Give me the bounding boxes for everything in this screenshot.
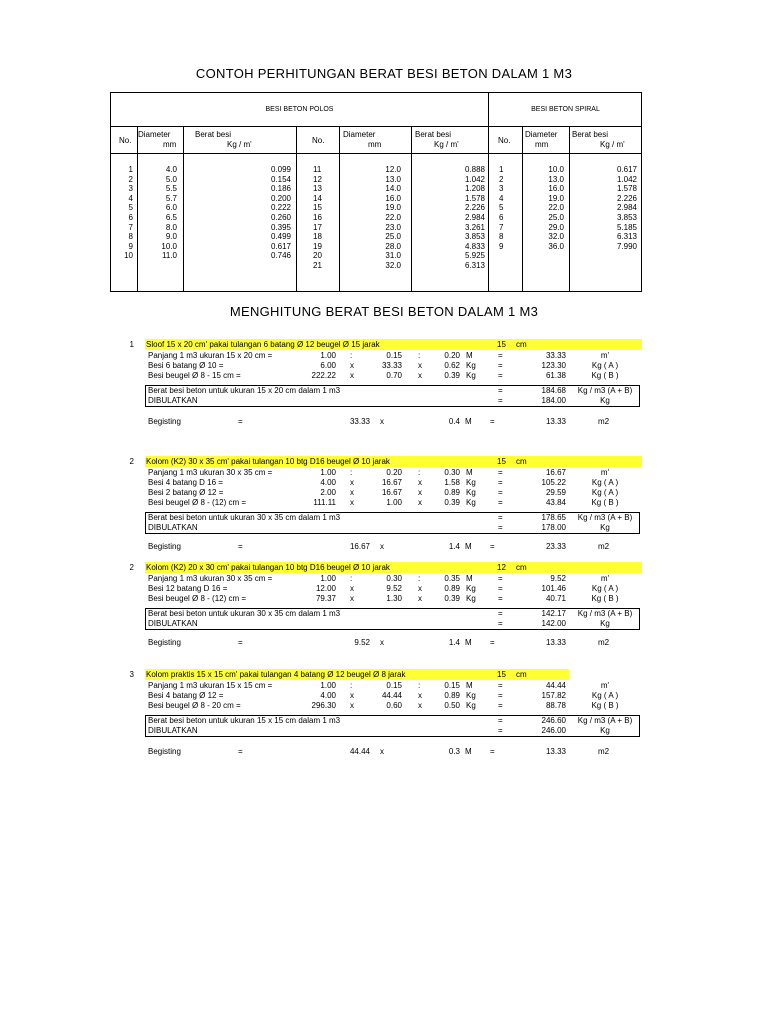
spiral-berat: 0.617 1.042 1.578 2.226 2.984 3.853 5.185 6.313 7.990 [616, 165, 637, 251]
calc-a: 2.00 [320, 488, 336, 497]
calc-op: x [418, 498, 422, 507]
formwork-a: 16.67 [349, 542, 370, 551]
calc-label: Besi 6 batang Ø 10 = [148, 361, 224, 370]
table-divider [411, 126, 412, 291]
summary-unit: Kg / m3 (A + B) [577, 716, 633, 725]
calc-c: 0.35 [444, 574, 460, 583]
rounded-unit: Kg [600, 396, 610, 405]
formwork-unit: M [465, 638, 472, 647]
calc-op: x [350, 701, 354, 710]
polos-left-dia: 4.0 5.0 5.5 5.7 6.0 6.5 8.0 9.0 10.0 11.0 [161, 165, 177, 261]
equals-sign: = [498, 386, 503, 395]
formwork-unit: M [465, 747, 472, 756]
formwork-label: Begisting [148, 747, 181, 756]
calc-op: : [418, 351, 421, 360]
calc-unit: M [466, 351, 473, 360]
calc-op: : [418, 681, 421, 690]
equals-sign: = [498, 523, 503, 532]
calc-a: 111.11 [313, 498, 336, 507]
result-unit: Kg ( A ) [591, 584, 619, 593]
calc-result: 88.78 [545, 701, 566, 710]
calc-label: Besi beugel Ø 8 - (12) cm = [148, 498, 247, 507]
calc-op: x [418, 371, 422, 380]
spacing-value: 15 [497, 340, 506, 349]
table-divider [569, 126, 570, 291]
spacing-unit: cm [516, 457, 527, 466]
formwork-result: 13.33 [545, 747, 566, 756]
calc-line [0, 701, 768, 711]
col-mm: mm [163, 140, 177, 149]
summary-unit: Kg / m3 (A + B) [577, 513, 633, 522]
calc-op: x [350, 478, 354, 487]
equals-sign: = [498, 351, 503, 360]
calc-line [0, 681, 768, 691]
calc-unit: M [466, 574, 473, 583]
rounded-unit: Kg [600, 523, 610, 532]
calc-op: : [418, 574, 421, 583]
calc-line [0, 468, 768, 478]
calc-op: x [350, 584, 354, 593]
calc-op: x [418, 584, 422, 593]
summary-value: 142.17 [541, 609, 566, 618]
equals-sign: = [498, 498, 503, 507]
equals-sign: = [498, 478, 503, 487]
calc-line [0, 351, 768, 361]
rounded-label: DIBULATKAN [148, 619, 198, 628]
calc-op: x [380, 747, 384, 756]
summary-row [0, 609, 768, 619]
formwork-result: 13.33 [545, 417, 566, 426]
rounded-unit: Kg [600, 726, 610, 735]
header-spiral: BESI BETON SPIRAL [531, 106, 600, 113]
calc-unit: Kg [466, 371, 476, 380]
calc-result: 33.33 [545, 351, 566, 360]
col-kgm: Kg / m' [227, 140, 252, 149]
calc-c: 0.50 [444, 701, 460, 710]
calc-c: 0.62 [444, 361, 460, 370]
result-unit: Kg ( B ) [591, 371, 619, 380]
spiral-dia: 10.0 13.0 16.0 19.0 22.0 25.0 29.0 32.0 36.0 [548, 165, 564, 251]
summary-unit: Kg / m3 (A + B) [577, 386, 633, 395]
summary-text: Berat besi beton untuk ukuran 30 x 35 cm dalam 1 m3 [148, 609, 341, 618]
col-diameter: Diameter [525, 130, 558, 139]
calc-op: : [350, 681, 353, 690]
calc-label: Besi beugel Ø 8 - (12) cm = [148, 594, 247, 603]
equals-sign: = [498, 594, 503, 603]
calc-c: 0.20 [444, 351, 460, 360]
calc-c: 1.58 [444, 478, 460, 487]
calc-b: 1.00 [386, 498, 402, 507]
calc-b: 16.67 [381, 478, 402, 487]
rebar-weight-table [110, 92, 642, 292]
calc-label: Panjang 1 m3 ukuran 30 x 35 cm = [148, 574, 273, 583]
calc-a: 1.00 [320, 574, 336, 583]
formwork-unit: M [465, 542, 472, 551]
calc-unit: Kg [466, 498, 476, 507]
calc-unit: Kg [466, 361, 476, 370]
equals-sign: = [490, 747, 495, 756]
section-number: 1 [129, 340, 134, 349]
formwork-b: 0.4 [448, 417, 460, 426]
calc-line [0, 594, 768, 604]
equals-sign: = [498, 701, 503, 710]
calc-line [0, 488, 768, 498]
result-unit: Kg ( A ) [591, 691, 619, 700]
spacing-unit: cm [516, 563, 527, 572]
calc-result: 29.59 [545, 488, 566, 497]
calc-op: x [418, 691, 422, 700]
polos-right-dia: 12.0 13.0 14.0 16.0 19.0 22.0 23.0 25.0 28.0 31.0 32.0 [385, 165, 401, 270]
result-unit: Kg ( A ) [591, 488, 619, 497]
calc-op: x [350, 488, 354, 497]
equals-sign: = [498, 396, 503, 405]
calc-op: x [418, 488, 422, 497]
polos-right-no: 11 12 13 14 15 16 17 18 19 20 21 [313, 165, 322, 270]
calc-result: 105.22 [541, 478, 566, 487]
table-divider [522, 126, 523, 291]
formwork-row [0, 542, 768, 552]
spacing-value: 15 [497, 670, 506, 679]
calc-a: 296.30 [311, 701, 336, 710]
equals-sign: = [498, 361, 503, 370]
formwork-a: 44.44 [349, 747, 370, 756]
page-title: CONTOH PERHITUNGAN BERAT BESI BETON DALAM 1 M3 [195, 66, 573, 81]
calc-line [0, 574, 768, 584]
rounded-row [0, 619, 768, 629]
formwork-result: 23.33 [545, 542, 566, 551]
table-divider [339, 126, 340, 291]
calc-c: 0.39 [444, 371, 460, 380]
result-unit: Kg ( A ) [591, 478, 619, 487]
calc-op: x [380, 417, 384, 426]
section-description: Sloof 15 x 20 cm' pakai tulangan 6 batang Ø 12 beugel Ø 15 jarak [146, 340, 380, 349]
calc-result: 157.82 [541, 691, 566, 700]
equals-sign: = [490, 638, 495, 647]
spacing-value: 15 [497, 457, 506, 466]
calc-op: x [350, 691, 354, 700]
calc-result: 40.71 [545, 594, 566, 603]
equals-sign: = [498, 681, 503, 690]
equals-sign: = [498, 574, 503, 583]
summary-text: Berat besi beton untuk ukuran 30 x 35 cm dalam 1 m3 [148, 513, 341, 522]
equals-sign: = [498, 726, 503, 735]
calc-b: 1.30 [386, 594, 402, 603]
calc-line [0, 498, 768, 508]
calc-c: 0.89 [444, 488, 460, 497]
col-mm: mm [535, 140, 549, 149]
calc-op: x [418, 361, 422, 370]
formwork-unit: M [465, 417, 472, 426]
section-description: Kolom (K2) 30 x 35 cm' pakai tulangan 10 btg D16 beugel Ø 10 jarak [146, 457, 390, 466]
table-divider [296, 126, 297, 291]
summary-text: Berat besi beton untuk ukuran 15 x 15 cm dalam 1 m3 [148, 716, 341, 725]
formwork-a: 33.33 [349, 417, 370, 426]
calc-label: Besi beugel Ø 8 - 15 cm = [148, 371, 241, 380]
equals-sign: = [238, 542, 243, 551]
equals-sign: = [238, 638, 243, 647]
col-berat: Berat besi [195, 130, 232, 139]
calc-b: 0.15 [386, 681, 402, 690]
rounded-label: DIBULATKAN [148, 726, 198, 735]
col-berat: Berat besi [572, 130, 609, 139]
calc-c: 0.30 [444, 468, 460, 477]
spacing-unit: cm [516, 340, 527, 349]
equals-sign: = [498, 468, 503, 477]
formwork-result-unit: m2 [598, 747, 610, 756]
equals-sign: = [498, 619, 503, 628]
equals-sign: = [498, 584, 503, 593]
calc-line [0, 691, 768, 701]
formwork-b: 1.4 [448, 542, 460, 551]
summary-value: 246.60 [541, 716, 566, 725]
calc-c: 0.39 [444, 594, 460, 603]
result-unit: m' [600, 468, 610, 477]
calc-result: 61.38 [545, 371, 566, 380]
calc-result: 123.30 [541, 361, 566, 370]
summary-value: 178.65 [541, 513, 566, 522]
col-no: No. [119, 136, 132, 145]
equals-sign: = [490, 417, 495, 426]
equals-sign: = [498, 371, 503, 380]
calc-result: 101.46 [541, 584, 566, 593]
calc-a: 79.37 [315, 594, 336, 603]
calc-unit: Kg [466, 691, 476, 700]
calc-unit: Kg [466, 488, 476, 497]
calc-b: 0.70 [386, 371, 402, 380]
calc-unit: Kg [466, 701, 476, 710]
equals-sign: = [498, 609, 503, 618]
section-number: 3 [129, 670, 134, 679]
rounded-value: 246.00 [541, 726, 566, 735]
equals-sign: = [490, 542, 495, 551]
calc-c: 0.39 [444, 498, 460, 507]
calc-unit: Kg [466, 594, 476, 603]
calc-unit: M [466, 468, 473, 477]
spacing-unit: cm [516, 670, 527, 679]
section-header [0, 457, 768, 467]
calc-c: 0.89 [444, 691, 460, 700]
formwork-result-unit: m2 [598, 638, 610, 647]
calc-result: 44.44 [545, 681, 566, 690]
calc-label: Besi beugel Ø 8 - 20 cm = [148, 701, 241, 710]
calc-b: 0.20 [386, 468, 402, 477]
formwork-b: 1.4 [448, 638, 460, 647]
calc-unit: M [466, 681, 473, 690]
summary-row [0, 513, 768, 523]
col-mm: mm [368, 140, 382, 149]
section-description: Kolom (K2) 20 x 30 cm' pakai tulangan 10 btg D16 beugel Ø 10 jarak [146, 563, 390, 572]
section-number: 2 [129, 563, 134, 572]
rounded-label: DIBULATKAN [148, 523, 198, 532]
calc-c: 0.89 [444, 584, 460, 593]
formwork-row [0, 638, 768, 648]
section-header [0, 670, 768, 680]
formwork-result-unit: m2 [598, 542, 610, 551]
calc-op: : [350, 351, 353, 360]
calc-b: 9.52 [386, 584, 402, 593]
calc-label: Panjang 1 m3 ukuran 15 x 15 cm = [148, 681, 273, 690]
col-diameter: Diameter [343, 130, 376, 139]
header-polos: BESI BETON POLOS [265, 106, 334, 113]
rounded-row [0, 523, 768, 533]
formwork-a: 9.52 [354, 638, 370, 647]
summary-text: Berat besi beton untuk ukuran 15 x 20 cm dalam 1 m3 [148, 386, 341, 395]
calc-b: 44.44 [381, 691, 402, 700]
rounded-value: 178.00 [541, 523, 566, 532]
equals-sign: = [498, 488, 503, 497]
summary-row [0, 716, 768, 726]
section-header [0, 563, 768, 573]
table-divider [137, 126, 138, 291]
calc-c: 0.15 [444, 681, 460, 690]
calc-line [0, 584, 768, 594]
calc-b: 0.30 [386, 574, 402, 583]
calc-op: x [350, 498, 354, 507]
calc-op: x [350, 594, 354, 603]
result-unit: m' [600, 681, 610, 690]
calc-op: x [418, 701, 422, 710]
calc-label: Besi 4 batang Ø 12 = [148, 691, 224, 700]
result-unit: Kg ( A ) [591, 361, 619, 370]
calc-a: 4.00 [320, 691, 336, 700]
col-diameter: Diameter [138, 130, 171, 139]
col-kgm: Kg / m' [600, 140, 625, 149]
formwork-label: Begisting [148, 417, 181, 426]
calc-op: x [380, 542, 384, 551]
calc-op: : [350, 468, 353, 477]
calc-b: 0.15 [386, 351, 402, 360]
calc-op: x [418, 478, 422, 487]
table-divider [183, 126, 184, 291]
summary-unit: Kg / m3 (A + B) [577, 609, 633, 618]
calc-label: Panjang 1 m3 ukuran 30 x 35 cm = [148, 468, 273, 477]
formwork-row [0, 747, 768, 757]
calc-a: 12.00 [315, 584, 336, 593]
summary-value: 184.68 [541, 386, 566, 395]
result-unit: Kg ( B ) [591, 594, 619, 603]
calc-b: 16.67 [381, 488, 402, 497]
calc-a: 1.00 [320, 681, 336, 690]
formwork-label: Begisting [148, 542, 181, 551]
spiral-no: 1 2 3 4 5 6 7 8 9 [499, 165, 504, 251]
polos-left-no: 1 2 3 4 5 6 7 8 9 10 [124, 165, 133, 261]
rounded-value: 142.00 [541, 619, 566, 628]
calc-line [0, 361, 768, 371]
result-unit: Kg ( B ) [591, 498, 619, 507]
col-kgm: Kg / m' [434, 140, 459, 149]
spacing-value: 12 [497, 563, 506, 572]
calc-line [0, 478, 768, 488]
equals-sign: = [498, 716, 503, 725]
section-number: 2 [129, 457, 134, 466]
calc-line [0, 371, 768, 381]
formwork-row [0, 417, 768, 427]
calc-label: Besi 4 batang D 16 = [148, 478, 223, 487]
polos-right-berat: 0.888 1.042 1.208 1.578 2.226 2.984 3.261 3.853 4.833 5.925 6.313 [464, 165, 485, 270]
calc-op: x [380, 638, 384, 647]
calc-label: Besi 12 batang D 16 = [148, 584, 228, 593]
calc-label: Panjang 1 m3 ukuran 15 x 20 cm = [148, 351, 273, 360]
table-divider [111, 153, 641, 154]
col-berat: Berat besi [415, 130, 452, 139]
result-unit: m' [600, 574, 610, 583]
equals-sign: = [498, 691, 503, 700]
calc-a: 222.22 [311, 371, 336, 380]
calc-unit: Kg [466, 478, 476, 487]
calc-a: 4.00 [320, 478, 336, 487]
calc-op: x [418, 594, 422, 603]
polos-left-berat: 0.099 0.154 0.186 0.200 0.222 0.260 0.395 0.499 0.617 0.746 [270, 165, 291, 261]
rounded-value: 184.00 [541, 396, 566, 405]
rounded-row [0, 396, 768, 406]
rounded-unit: Kg [600, 619, 610, 628]
calc-op: x [350, 371, 354, 380]
result-unit: Kg ( B ) [591, 701, 619, 710]
result-unit: m' [600, 351, 610, 360]
rounded-label: DIBULATKAN [148, 396, 198, 405]
calc-op: : [418, 468, 421, 477]
table-divider [488, 93, 489, 291]
calc-op: : [350, 574, 353, 583]
formwork-result-unit: m2 [598, 417, 610, 426]
section-header [0, 340, 768, 350]
calc-a: 1.00 [320, 351, 336, 360]
summary-row [0, 386, 768, 396]
calc-result: 43.84 [545, 498, 566, 507]
calc-a: 1.00 [320, 468, 336, 477]
equals-sign: = [238, 417, 243, 426]
calc-a: 6.00 [320, 361, 336, 370]
formwork-result: 13.33 [545, 638, 566, 647]
formwork-b: 0.3 [448, 747, 460, 756]
calc-label: Besi 2 batang Ø 12 = [148, 488, 224, 497]
table-divider [111, 126, 641, 127]
calc-unit: Kg [466, 584, 476, 593]
section-title: MENGHITUNG BERAT BESI BETON DALAM 1 M3 [229, 304, 539, 319]
formwork-label: Begisting [148, 638, 181, 647]
calc-b: 33.33 [381, 361, 402, 370]
section-description: Kolom praktis 15 x 15 cm' pakai tulangan 4 batang Ø 12 beugel Ø 8 jarak [146, 670, 406, 679]
calc-result: 16.67 [545, 468, 566, 477]
equals-sign: = [498, 513, 503, 522]
col-no: No. [312, 136, 325, 145]
equals-sign: = [238, 747, 243, 756]
col-no: No. [498, 136, 511, 145]
calc-b: 0.60 [386, 701, 402, 710]
rounded-row [0, 726, 768, 736]
calc-op: x [350, 361, 354, 370]
calc-result: 9.52 [550, 574, 566, 583]
